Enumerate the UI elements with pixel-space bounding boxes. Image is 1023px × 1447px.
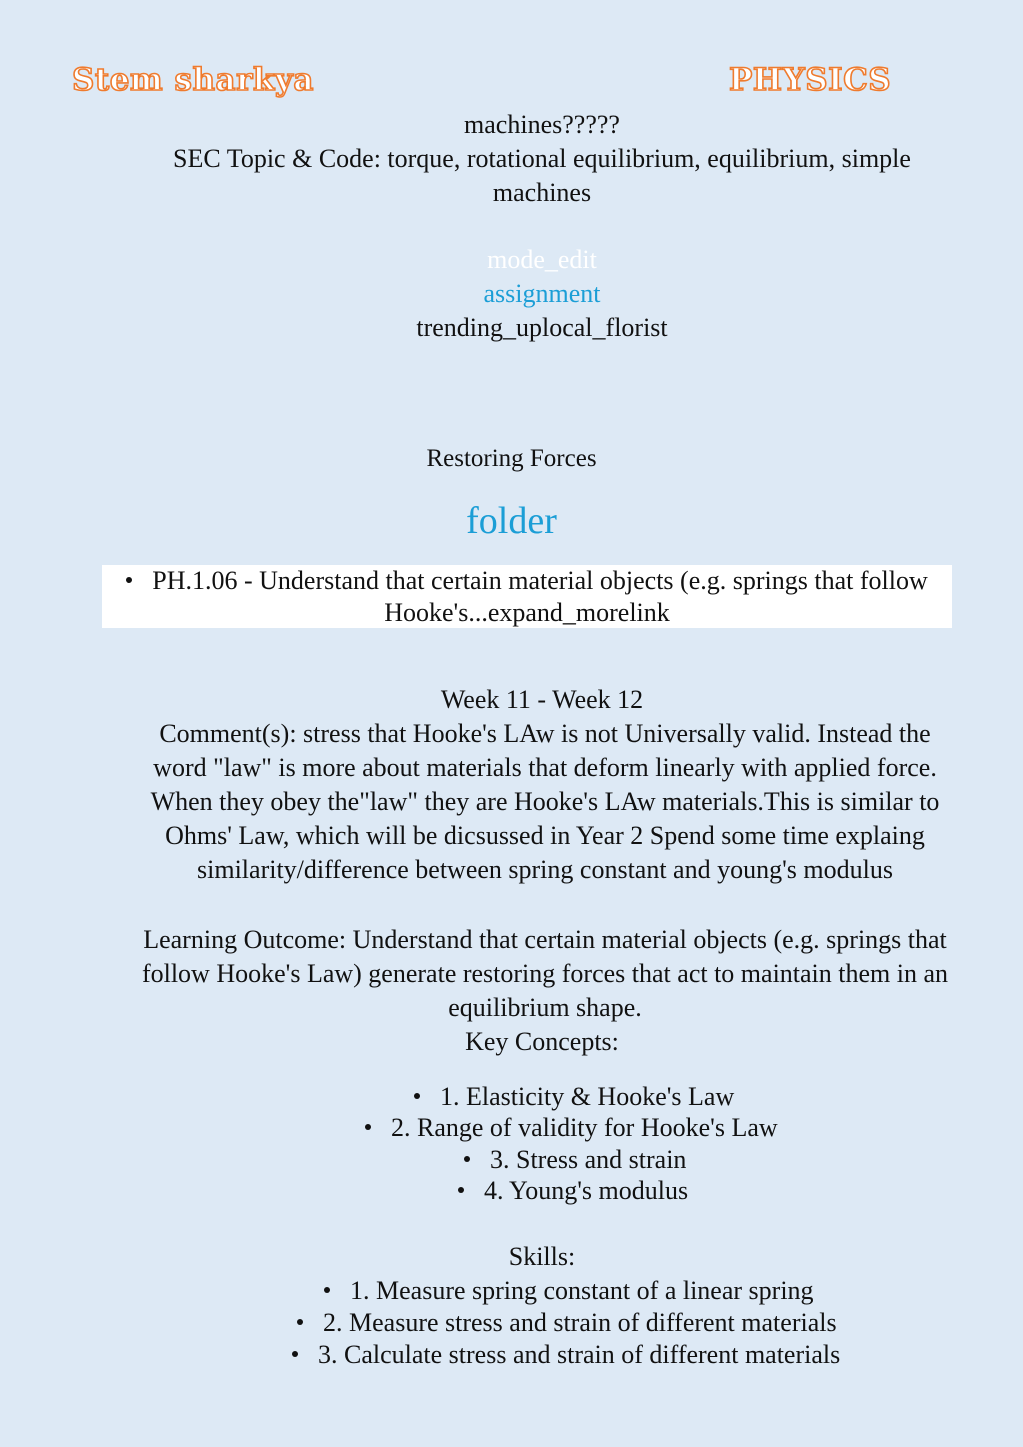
skills-heading: Skills: bbox=[508, 1242, 576, 1271]
list-item: 4. Young's modulus bbox=[458, 1175, 688, 1207]
bullet-icon bbox=[464, 1156, 470, 1162]
list-item: 2. Measure stress and strain of different materials bbox=[297, 1307, 837, 1339]
trending-florist-icon: trending_uplocal_florist bbox=[416, 313, 668, 342]
list-item: 1. Measure spring constant of a linear spring bbox=[324, 1275, 814, 1307]
brand-logo-text: Stem sharkya bbox=[72, 62, 315, 98]
key-concepts-heading: Key Concepts: bbox=[465, 1027, 619, 1056]
folder-icon[interactable]: folder bbox=[466, 500, 557, 542]
bullet-icon bbox=[414, 1093, 420, 1099]
outcome-list-item[interactable] bbox=[102, 565, 952, 629]
assignment-icon[interactable]: assignment bbox=[483, 279, 601, 308]
bullet-icon bbox=[365, 1124, 371, 1130]
list-item: 2. Range of validity for Hooke's Law bbox=[365, 1112, 778, 1144]
list-item: 1. Elasticity & Hooke's Law bbox=[414, 1081, 734, 1113]
learning-outcome-text: Learning Outcome: Understand that certain material objects (e.g. springs that follow Hooke's Law) generate restoring forces that act to maintain them in an equilibrium shape. bbox=[141, 925, 949, 1022]
bullet-icon bbox=[126, 577, 132, 583]
sec-topic-code: SEC Topic & Code: torque, rotational equilibrium, equilibrium, simple machines bbox=[173, 144, 911, 207]
section-title: Restoring Forces bbox=[426, 445, 597, 472]
edit-icon[interactable]: mode_edit bbox=[487, 245, 597, 274]
list-item: 3. Calculate stress and strain of different materials bbox=[292, 1339, 840, 1371]
bullet-icon bbox=[292, 1351, 298, 1357]
topic-continuation: machines????? bbox=[464, 110, 620, 139]
list-item: 3. Stress and strain bbox=[464, 1144, 686, 1176]
subject-logo-text: PHYSICS bbox=[729, 62, 892, 98]
outcome-box bbox=[102, 565, 952, 628]
comment-text: Comment(s): stress that Hooke's LAw is not Universally valid. Instead the word "law" is more about materials that deform linearly with applied force. When they obey the"law" they are Hooke's LAw materials.This is similar to Ohms' Law, which will be dicsussed in Year 2 Spend some time explaing similarity/difference between spring constant and young's modulus bbox=[150, 719, 940, 884]
bullet-icon bbox=[458, 1187, 464, 1193]
outcome-text[interactable]: PH.1.06 - Understand that certain material objects (e.g. springs that follow Hooke's...expand_morelink bbox=[152, 566, 928, 627]
week-range: Week 11 - Week 12 bbox=[440, 685, 644, 714]
bullet-icon bbox=[324, 1287, 330, 1293]
bullet-icon bbox=[297, 1319, 303, 1325]
